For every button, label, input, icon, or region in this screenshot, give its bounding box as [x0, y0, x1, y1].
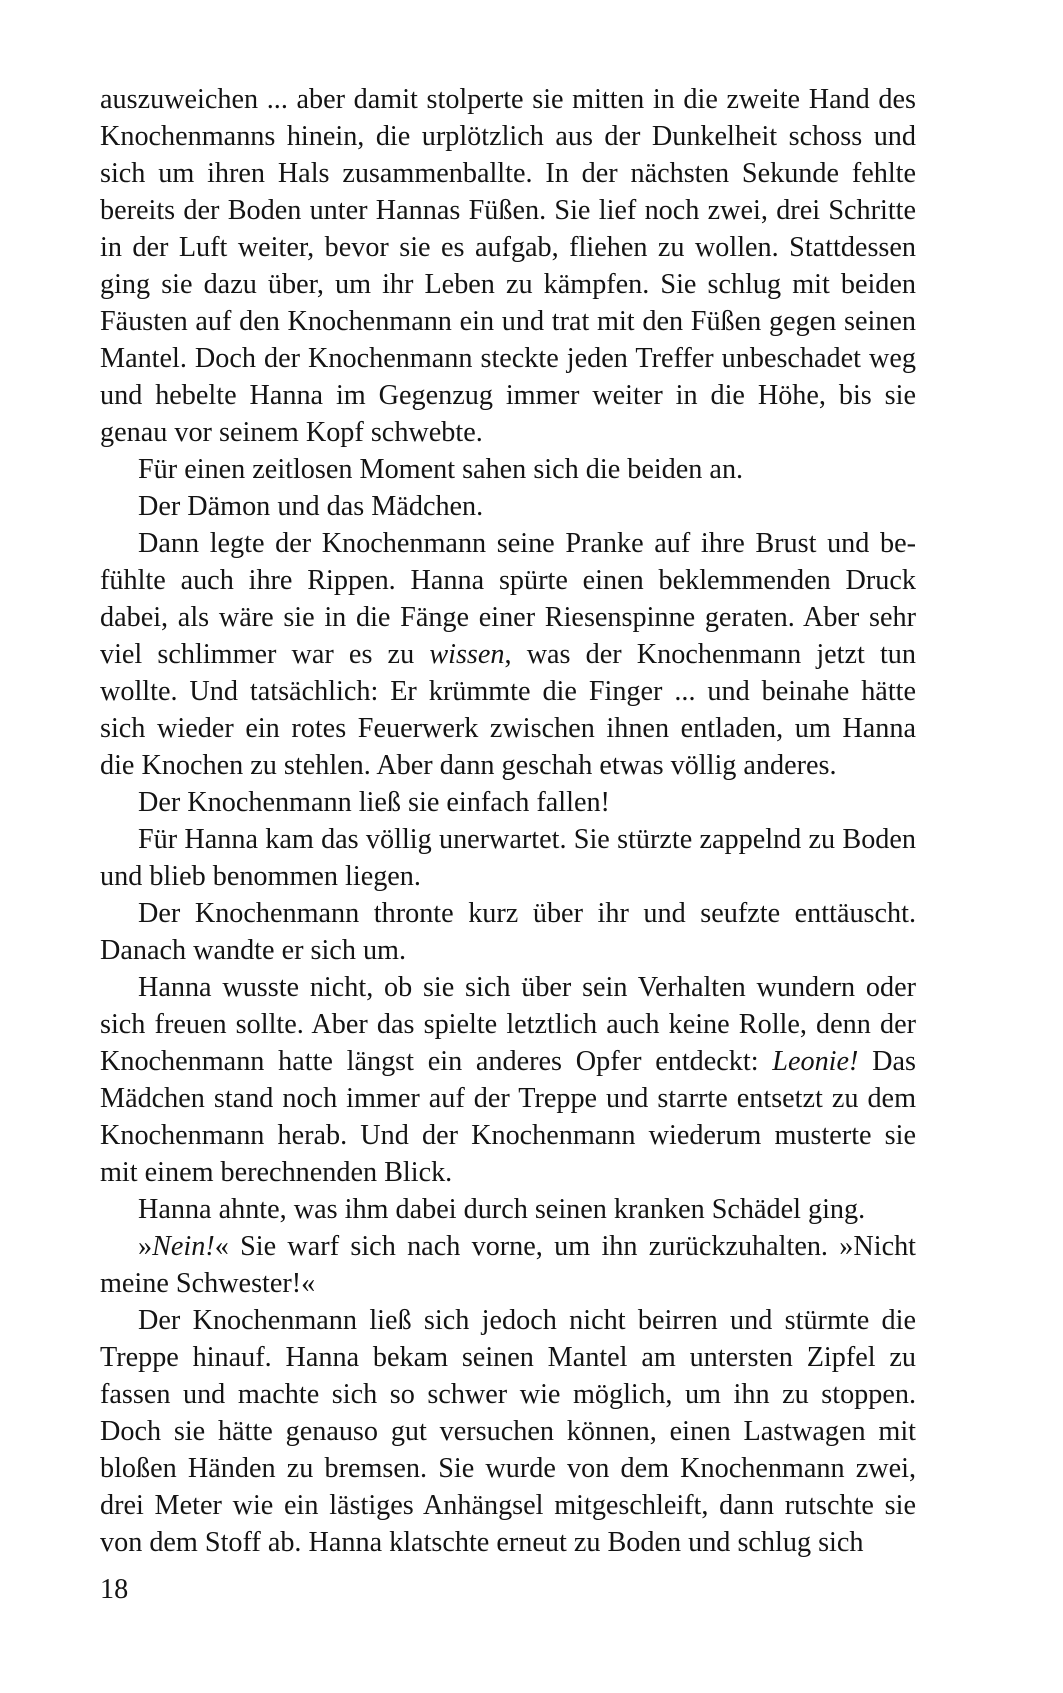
paragraph	[100, 784, 916, 821]
paragraph-text: Dann legte der Knochenmann seine Pranke auf ihre Brust und befühlte auch ihre Rippen. Hanna spürte einen beklemmenden Druck dabei, als wäre sie in die Fänge einer Riesenspinne geraten. Aber sehr viel schlimmer war es zu	[100, 528, 916, 670]
emphasis-text: wissen	[429, 639, 505, 670]
book-page-body	[100, 81, 916, 1561]
paragraph	[100, 451, 916, 488]
paragraph	[100, 1191, 916, 1228]
paragraph-text: , was der Knochenmann jetzt tun wollte. Und tatsächlich: Er krümmte die Finger ... und beinahe hätte sich wieder ein rotes Feuerwerk zwischen ihnen entladen, um Hanna die Knochen zu stehlen. Aber dann geschah etwas völlig anderes.	[100, 639, 916, 781]
paragraph-text: Der Knochenmann ließ sich jedoch nicht beirren und stürmte die Treppe hinauf. Hanna bekam seinen Mantel am untersten Zipfel zu fassen und machte sich so schwer wie möglich, um ihn zu stoppen. Doch sie hätte genauso gut versuchen können, einen Lastwagen mit bloßen Händen zu bremsen. Sie wurde von dem Knochenmann zwei, drei Meter wie ein lästiges Anhängsel mitgeschleift, dann rutschte sie von dem Stoff ab. Hanna klatschte erneut zu Boden und schlug sich	[100, 1305, 916, 1558]
paragraph-text: Der Knochenmann thronte kurz über ihr und seufzte enttäuscht. Danach wandte er sich um.	[100, 898, 916, 966]
paragraph	[100, 895, 916, 969]
emphasis-text: Leonie!	[772, 1046, 859, 1077]
paragraph-text: Das Mädchen stand noch immer auf der Treppe und starrte entsetzt zu dem Knochenmann herab. Und der Knochenmann wiederum musterte sie mit einem berechnenden Blick.	[100, 1046, 916, 1188]
paragraph	[100, 81, 916, 451]
emphasis-text: Nein!	[152, 1231, 215, 1262]
paragraph	[100, 821, 916, 895]
paragraph-text: Hanna ahnte, was ihm dabei durch seinen kranken Schädel ging.	[138, 1194, 866, 1225]
paragraph-text: « Sie warf sich nach vorne, um ihn zurückzuhalten. »Nicht meine Schwester!«	[100, 1231, 916, 1299]
paragraph	[100, 525, 916, 784]
paragraph	[100, 1302, 916, 1561]
paragraph-text: Der Knochenmann ließ sie einfach fallen!	[138, 787, 610, 818]
paragraph	[100, 488, 916, 525]
paragraph-text: Für Hanna kam das völlig unerwartet. Sie stürzte zappelnd zu Boden und blieb benommen liegen.	[100, 824, 916, 892]
paragraph-text: Der Dämon und das Mädchen.	[138, 491, 484, 522]
page-number: 18	[100, 1574, 129, 1605]
paragraph-text: auszuweichen ... aber damit stolperte sie mitten in die zweite Hand des Knochenmanns hinein, die urplötzlich aus der Dunkelheit schoss und sich um ihren Hals zusammenballte. In der nächsten Sekunde fehlte bereits der Boden unter Hannas Füßen. Sie lief noch zwei, drei Schritte in der Luft weiter, bevor sie es aufgab, fliehen zu wollen. Stattdessen ging sie dazu über, um ihr Leben zu kämpfen. Sie schlug mit beiden Fäusten auf den Knochenmann ein und trat mit den Füßen gegen seinen Mantel. Doch der Knochenmann steckte jeden Treffer unbeschadet weg und hebelte Hanna im Gegenzug immer weiter in die Höhe, bis sie genau vor seinem Kopf schwebte.	[100, 84, 916, 448]
paragraph-text: Hanna wusste nicht, ob sie sich über sein Verhalten wundern oder sich freuen sollte. Aber das spielte letztlich auch keine Rolle, denn der Knochenmann hatte längst ein anderes Opfer entdeckt:	[100, 972, 916, 1077]
paragraph	[100, 969, 916, 1191]
paragraph-text: »	[138, 1231, 153, 1262]
paragraph-text: Für einen zeitlosen Moment sahen sich die beiden an.	[138, 454, 744, 485]
paragraph	[100, 1228, 916, 1302]
